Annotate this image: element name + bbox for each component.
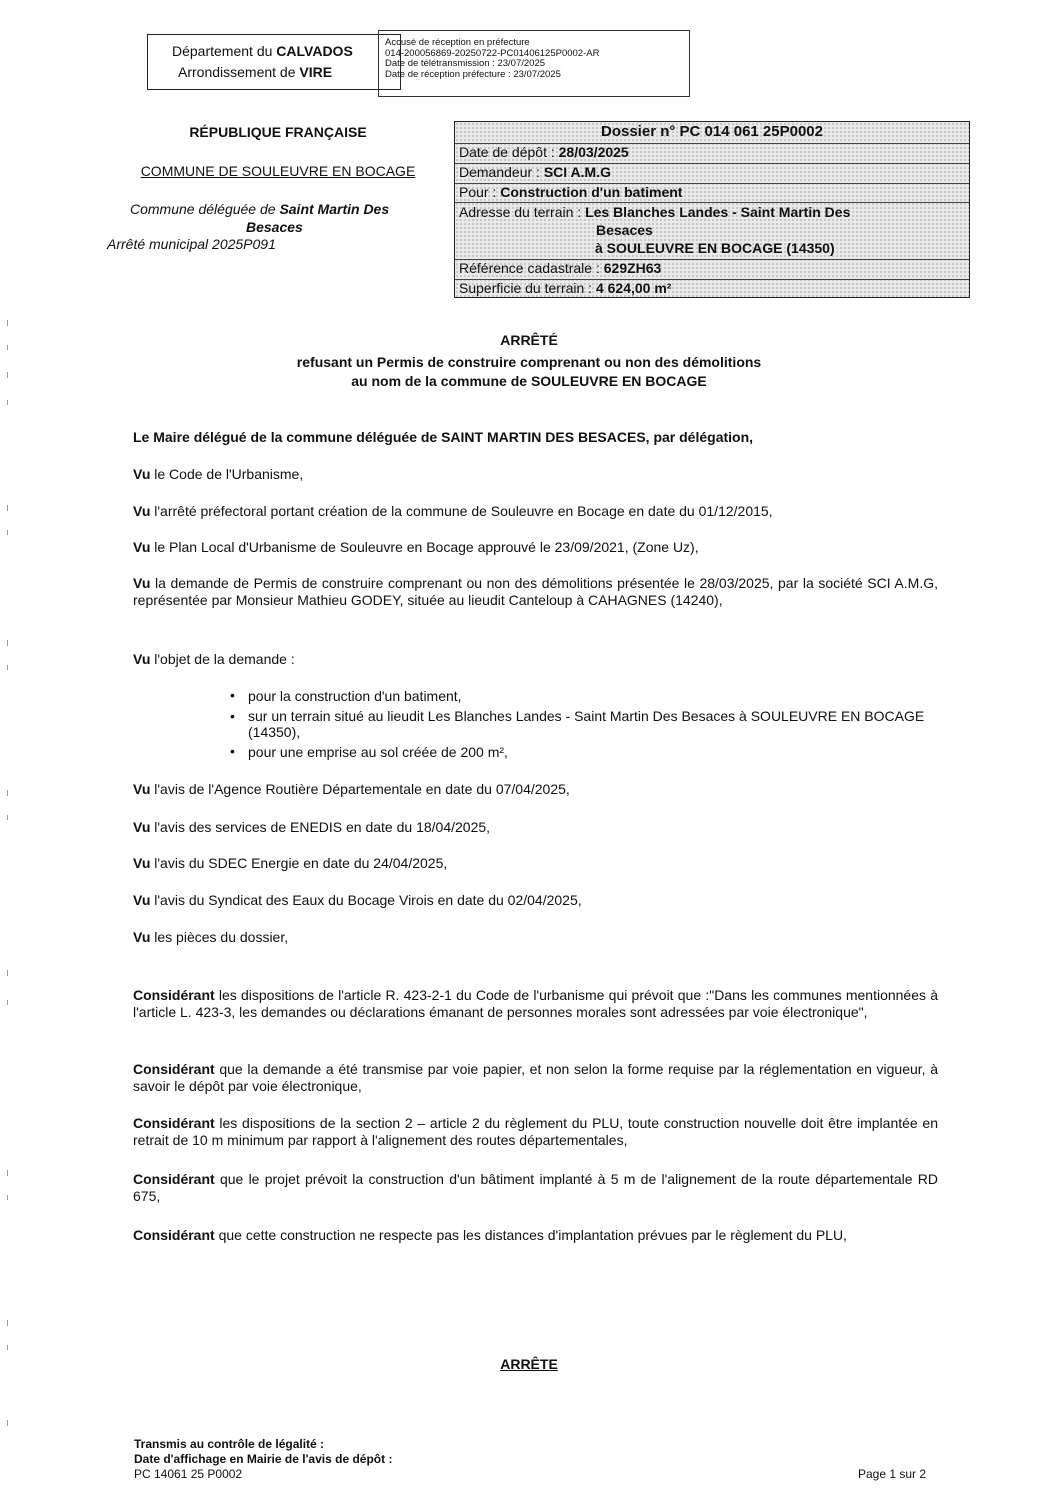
considerant-paragraph: Considérant que le projet prévoit la construction d'un bâtiment implanté à 5 m de l'alignement de la route départementale RD 675, bbox=[133, 1171, 938, 1204]
vu-paragraph: Vu la demande de Permis de construire comprenant ou non des démolitions présentée le 28/03/2025, par la société SCI A.M.G, représentée par Monsieur Mathieu GODEY, située au lieudit Canteloup à CAHAGNES (14240), bbox=[133, 575, 938, 608]
vu-paragraph: Vu l'avis de l'Agence Routière Départementale en date du 07/04/2025, bbox=[133, 781, 570, 797]
dossier-row-depot: Date de dépôt : 28/03/2025 bbox=[455, 143, 969, 163]
bullet-item: pour une emprise au sol créée de 200 m², bbox=[248, 744, 508, 760]
vu-paragraph: Vu l'objet de la demande : bbox=[133, 651, 295, 667]
dossier-row-pour: Pour : Construction d'un batiment bbox=[455, 183, 969, 202]
vu-paragraph: Vu l'avis du Syndicat des Eaux du Bocage Virois en date du 02/04/2025, bbox=[133, 892, 582, 908]
footer-reference: PC 14061 25 P0002 bbox=[134, 1467, 243, 1481]
footer-affichage: Date d'affichage en Mairie de l'avis de dépôt : bbox=[134, 1452, 393, 1466]
scan-edge-marks bbox=[6, 0, 8, 1497]
arrete-municipal: Arrêté municipal 2025P091 bbox=[107, 236, 276, 252]
dossier-row-demandeur: Demandeur : SCI A.M.G bbox=[455, 163, 969, 183]
prefecture-receipt-stamp bbox=[378, 30, 690, 97]
bullet-marker: • bbox=[230, 687, 235, 703]
vu-paragraph: Vu le Code de l'Urbanisme, bbox=[133, 466, 304, 482]
considerant-paragraph: Considérant les dispositions de la section 2 – article 2 du règlement du PLU, toute construction nouvelle doit être implantée en retrait de 10 m minimum par rapport à l'alignement des routes départementales, bbox=[133, 1115, 938, 1148]
vu-paragraph: Vu l'avis des services de ENEDIS en date du 18/04/2025, bbox=[133, 819, 491, 835]
dossier-number: Dossier n° PC 014 061 25P0002 bbox=[601, 123, 823, 140]
stamp-line: Accusé de réception en préfecture bbox=[385, 37, 530, 48]
arrondissement-line: Arrondissement de VIRE bbox=[178, 64, 333, 80]
stamp-line: Date de réception préfecture : 23/07/2025 bbox=[385, 68, 561, 80]
considerant-paragraph: Considérant que la demande a été transmise par voie papier, et non selon la forme requise par la réglementation en vigueur, à savoir le dépôt par voie électronique, bbox=[133, 1061, 938, 1094]
arrete-subtitle-2: au nom de la commune de SOULEUVRE EN BOCAGE bbox=[351, 373, 707, 389]
commune-heading: COMMUNE DE SOULEUVRE EN BOCAGE bbox=[140, 163, 416, 179]
footer-transmis: Transmis au contrôle de légalité : bbox=[134, 1437, 325, 1451]
maire-statement: Le Maire délégué de la commune déléguée de SAINT MARTIN DES BESACES, par délégation, bbox=[133, 429, 754, 445]
republique-heading: RÉPUBLIQUE FRANÇAISE bbox=[189, 124, 367, 140]
bullet-item: pour la construction d'un batiment, bbox=[248, 688, 462, 704]
arrete-heading: ARRÊTE bbox=[500, 1356, 558, 1372]
dossier-row-cadastre: Référence cadastrale : 629ZH63 bbox=[455, 259, 969, 279]
vu-paragraph: Vu les pièces du dossier, bbox=[133, 929, 289, 945]
stamp-line: Date de télétransmission : 23/07/2025 bbox=[385, 58, 546, 69]
vu-paragraph: Vu l'arrêté préfectoral portant création de la commune de Souleuvre en Bocage en date du 01/12/2015, bbox=[133, 503, 773, 519]
vu-paragraph: Vu l'avis du SDEC Energie en date du 24/04/2025, bbox=[133, 855, 448, 871]
dossier-row-adresse: Adresse du terrain : Les Blanches Landes - Saint Martin Des Besaces à SOULEUVRE EN BOCAGE (14350) bbox=[455, 202, 969, 258]
commune-deleguee-cont: Besaces bbox=[246, 219, 303, 235]
bullet-item: sur un terrain situé au lieudit Les Blanches Landes - Saint Martin Des Besaces à SOULEUVRE EN BOCAGE (14350), bbox=[248, 708, 925, 740]
arrete-subtitle-1: refusant un Permis de construire comprenant ou non des démolitions bbox=[296, 354, 762, 370]
considerant-paragraph: Considérant que cette construction ne respecte pas les distances d'implantation prévues par le règlement du PLU, bbox=[133, 1227, 847, 1243]
department-box bbox=[147, 34, 401, 90]
arrete-title: ARRÊTÉ bbox=[500, 332, 558, 348]
commune-deleguee: Commune déléguée de Saint Martin Des bbox=[130, 201, 390, 217]
dossier-row-superficie: Superficie du terrain : 4 624,00 m² bbox=[455, 279, 969, 297]
bullet-marker: • bbox=[230, 708, 235, 724]
dossier-box bbox=[454, 121, 970, 298]
page-number: Page 1 sur 2 bbox=[858, 1467, 927, 1481]
department-line: Département du CALVADOS bbox=[172, 43, 353, 59]
considerant-paragraph: Considérant les dispositions de l'article R. 423-2-1 du Code de l'urbanisme qui prévoit que :"Dans les communes mentionnées à l'article L. 423-3, les demandes ou déclarations émanant de personnes morales sont adressées par voie électronique", bbox=[133, 987, 938, 1020]
bullet-marker: • bbox=[230, 743, 235, 759]
stamp-line: 014-200056869-20250722-PC01406125P0002-AR bbox=[385, 47, 600, 59]
vu-paragraph: Vu le Plan Local d'Urbanisme de Souleuvre en Bocage approuvé le 23/09/2021, (Zone Uz), bbox=[133, 539, 699, 555]
